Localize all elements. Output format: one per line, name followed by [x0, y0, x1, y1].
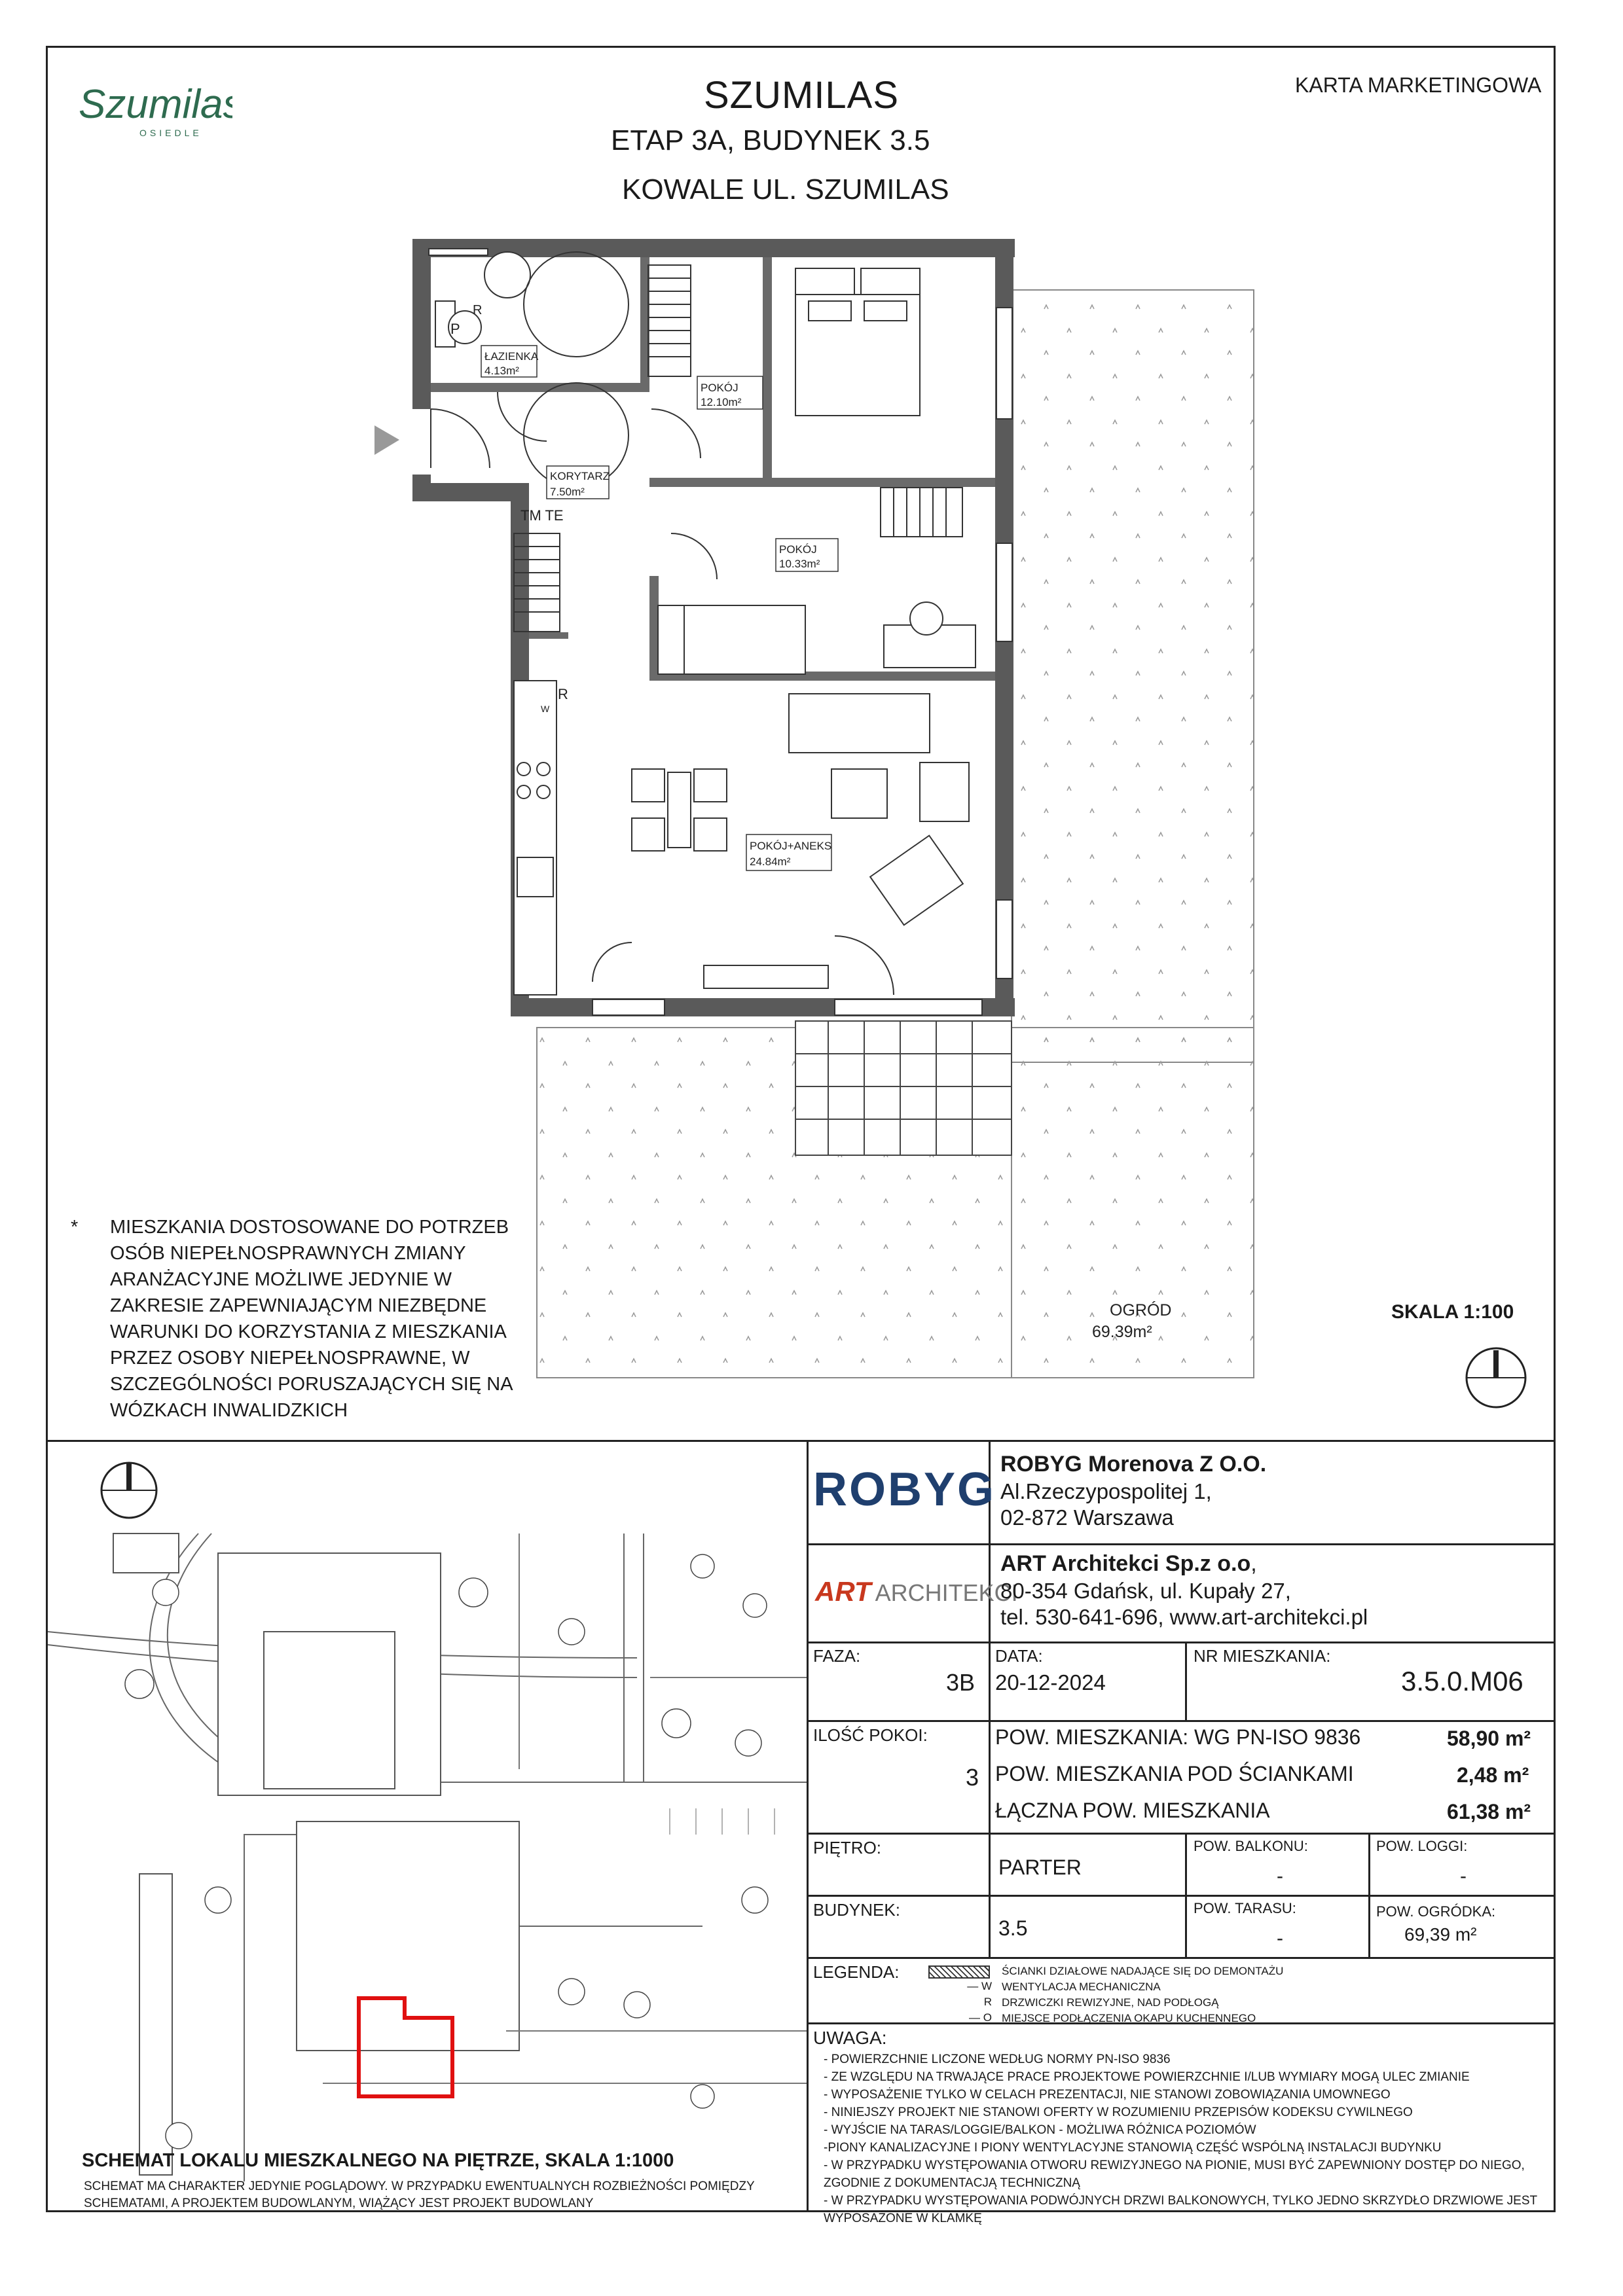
uwaga-line: - W PRZYPADKU WYSTĘPOWANIA OTWORU REWIZYJNEGO NA PIONIE, MUSI BYĆ ZAPEWNIONY DOSTĘP DO NIEGO,: [824, 2159, 1525, 2172]
site-schema-map: [48, 1442, 807, 2181]
robyg-name: ROBYG Morenova Z O.O.: [1000, 1452, 1267, 1477]
budynek-label: BUDYNEK:: [813, 1900, 900, 1920]
project-address: KOWALE UL. SZUMILAS: [622, 173, 949, 206]
uwaga-line: - NINIEJSZY PROJEKT NIE STANOWI OFERTY W ROZUMIENIU PRZEPISÓW KODEKSU CYWILNEGO: [824, 2106, 1413, 2119]
accessibility-note: [110, 1214, 568, 1424]
legend-item: DRZWICZKI REWIZYJNE, NAD PODŁOGĄ: [1002, 1996, 1219, 2009]
robyg-logo: ROBYG: [813, 1463, 996, 1516]
area2-label: POW. MIESZKANIA POD ŚCIANKAMI: [995, 1762, 1354, 1785]
room-name-bedroom2: POKÓJ: [779, 543, 817, 556]
room-area-bedroom1: 12.10m²: [701, 396, 742, 408]
pietro-value: PARTER: [998, 1856, 1082, 1879]
budynek-value: 3.5: [998, 1916, 1028, 1940]
room-name-bathroom: ŁAZIENKA: [484, 350, 539, 363]
room-area-bedroom2: 10.33m²: [779, 558, 820, 570]
area1-value: 58,90 m²: [1447, 1727, 1531, 1750]
ogrodek-label: POW. OGRÓDKA:: [1376, 1903, 1496, 1920]
schema-disclaimer-1: SCHEMAT MA CHARAKTER JEDYNIE POGLĄDOWY. W PRZYPADKU EWENTUALNYCH ROZBIEŻNOŚCI POMIĘDZY: [84, 2179, 755, 2193]
rooms-value: 3: [966, 1764, 979, 1791]
schema-north-arrow-icon: [98, 1460, 160, 1522]
row-line: [807, 1543, 1556, 1545]
legend-item: WENTYLACJA MECHANICZNA: [1002, 1981, 1161, 1993]
logo-sub-text: OSIEDLE: [139, 128, 202, 138]
project-title: SZUMILAS: [704, 74, 900, 117]
col-line: [989, 1641, 991, 1957]
loggia-label: POW. LOGGI:: [1376, 1838, 1468, 1854]
legend-label: LEGENDA:: [813, 1962, 900, 1982]
entry-arrow: [374, 425, 399, 455]
card-type-label: KARTA MARKETINGOWA: [1295, 73, 1542, 97]
legend-hatch-icon: [928, 1965, 990, 1979]
project-subtitle: ETAP 3A, BUDYNEK 3.5: [611, 124, 930, 156]
rooms-label: ILOŚĆ POKOI:: [813, 1725, 928, 1745]
robyg-address-1: Al.Rzeczypospolitej 1,: [1000, 1479, 1212, 1503]
logo-script-text: Szumilas: [79, 82, 232, 127]
nr-value: 3.5.0.M06: [1401, 1666, 1523, 1696]
balkon-label: POW. BALKONU:: [1194, 1838, 1308, 1854]
area3-value: 61,38 m²: [1447, 1800, 1531, 1823]
faza-label: FAZA:: [813, 1646, 861, 1666]
terrace: [795, 1021, 1012, 1155]
uwaga-label: UWAGA:: [813, 2028, 887, 2048]
uwaga-line: -PIONY KANALIZACYJNE I PIONY WENTYLACYJNE STANOWIĄ CZĘŚĆ WSPÓLNĄ INSTALACJI BUDYNKU: [824, 2141, 1442, 2155]
faza-value: 3B: [946, 1669, 976, 1696]
ogrodek-value: 69,39 m²: [1404, 1924, 1477, 1945]
north-arrow-icon: [1463, 1345, 1529, 1410]
p-label: P: [450, 321, 460, 337]
note-line: WARUNKI DO KORZYSTANIA Z MIESZKANIA: [110, 1321, 507, 1342]
uwaga-line: - WYPOSAŻENIE TYLKO W CELACH PREZENTACJI, NIE STANOWI ZOBOWIĄZANIA UMOWNEGO: [824, 2088, 1391, 2102]
note-line: ZAKRESIE ZAPEWNIAJĄCYM NIEZBĘDNE: [110, 1295, 487, 1316]
r-label-kitchen: R: [558, 686, 568, 702]
legend-item: ŚCIANKI DZIAŁOWE NADAJĄCE SIĘ DO DEMONTAŻU: [1002, 1965, 1284, 1977]
note-line: SZCZEGÓLNOŚCI PORUSZAJĄCYCH SIĘ NA: [110, 1374, 513, 1395]
note-line: MIESZKANIA DOSTOSOWANE DO POTRZEB: [110, 1217, 509, 1238]
scale-label: SKALA 1:100: [1391, 1301, 1514, 1323]
note-line: WÓZKACH INWALIDZKICH: [110, 1400, 348, 1421]
art-contact: tel. 530-641-696, www.art-architekci.pl: [1000, 1605, 1368, 1629]
legend-item: MIEJSCE PODŁĄCZENIA OKAPU KUCHENNEGO: [1002, 2012, 1256, 2024]
data-value: 20-12-2024: [995, 1670, 1106, 1695]
room-area-corridor: 7.50m²: [550, 486, 585, 498]
schema-disclaimer-2: SCHEMATAMI, A PROJEKTEM BUDOWLANYM, WIĄŻĄCY JEST PROJEKT BUDOWLANY: [84, 2197, 594, 2210]
legend-symbols: [943, 1980, 992, 2027]
note-line: OSÓB NIEPEŁNOSPRAWNYCH ZMIANY: [110, 1243, 466, 1264]
art-name: ART Architekci Sp.z o.o,: [1000, 1551, 1257, 1576]
room-area-bathroom: 4.13m²: [484, 365, 519, 377]
legend-symbol-o: — O: [969, 2011, 992, 2024]
row-line: [807, 1895, 1556, 1897]
column-divider: [807, 1440, 809, 2212]
row-line: [807, 1641, 1556, 1643]
schema-title: SCHEMAT LOKALU MIESZKALNEGO NA PIĘTRZE, SKALA 1:1000: [82, 2150, 674, 2171]
r-label-bath: R: [473, 303, 483, 317]
loggia-value: -: [1460, 1865, 1467, 1887]
room-name-living: POKÓJ+ANEKS: [750, 840, 832, 852]
uwaga-line: WYPOSAŻONE W KLAMKĘ: [824, 2212, 982, 2225]
garden-area: 69.39m²: [1092, 1323, 1152, 1341]
legend-items: [1002, 1964, 1283, 2026]
data-label: DATA:: [995, 1646, 1043, 1666]
w-label: W: [541, 704, 550, 714]
balkon-value: -: [1277, 1865, 1283, 1887]
note-line: PRZEZ OSOBY NIEPEŁNOSPRAWNE, W: [110, 1348, 470, 1369]
uwaga-line: - W PRZYPADKU WYSTĘPOWANIA PODWÓJNYCH DRZWI BALKONOWYCH, TYLKO JEDNO SKRZYDŁO DRZWIOWE JEST: [824, 2194, 1538, 2208]
art-address: 80-354 Gdańsk, ul. Kupały 27,: [1000, 1579, 1291, 1603]
note-line: ARANŻACYJNE MOŻLIWE JEDYNIE W: [110, 1269, 452, 1290]
room-name-corridor: KORYTARZ: [550, 470, 610, 482]
row-line: [807, 1833, 1556, 1835]
room-area-living: 24.84m²: [750, 855, 791, 868]
legend-symbol-r: R: [983, 1996, 992, 2008]
area3-label: ŁĄCZNA POW. MIESZKANIA: [995, 1799, 1270, 1822]
col-line: [1185, 1833, 1187, 1957]
legend-symbol-w: — W: [967, 1980, 992, 1992]
art-logo-b: ARCHITEKCI: [875, 1579, 1018, 1606]
area2-value: 2,48 m²: [1457, 1763, 1529, 1787]
taras-value: -: [1277, 1928, 1283, 1949]
uwaga-notes: [824, 2051, 1537, 2227]
col-line: [1185, 1641, 1187, 1720]
col-line: [1368, 1833, 1370, 1957]
row-line: [807, 1957, 1556, 1959]
art-logo: [815, 1576, 1018, 1607]
uwaga-line: - POWIERZCHNIE LICZONE WEDŁUG NORMY PN-ISO 9836: [824, 2053, 1171, 2066]
row-line: [807, 1720, 1556, 1722]
uwaga-line: ZGODNIE Z DOKUMENTACJĄ TECHNICZNĄ: [824, 2176, 1080, 2190]
uwaga-line: - ZE WZGLĘDU NA TRWAJĄCE PRACE PROJEKTOWE POWIERZCHNIE I/LUB WYMIARY MOGĄ ULEC ZMIANIE: [824, 2070, 1470, 2084]
room-name-bedroom1: POKÓJ: [701, 382, 739, 394]
tm-te-label: TM TE: [520, 507, 564, 524]
nr-label: NR MIESZKANIA:: [1194, 1646, 1331, 1666]
robyg-address-2: 02-872 Warszawa: [1000, 1505, 1174, 1530]
uwaga-line: - WYJŚCIE NA TARAS/LOGGIE/BALKON - MOŻLIWA RÓŻNICA POZIOMÓW: [824, 2123, 1256, 2137]
pietro-label: PIĘTRO:: [813, 1838, 882, 1857]
taras-label: POW. TARASU:: [1194, 1900, 1296, 1916]
art-logo-a: ART: [815, 1576, 871, 1607]
note-asterisk: *: [71, 1217, 79, 1238]
garden-label: OGRÓD: [1110, 1301, 1172, 1319]
area1-label: POW. MIESZKANIA: WG PN-ISO 9836: [995, 1725, 1361, 1749]
